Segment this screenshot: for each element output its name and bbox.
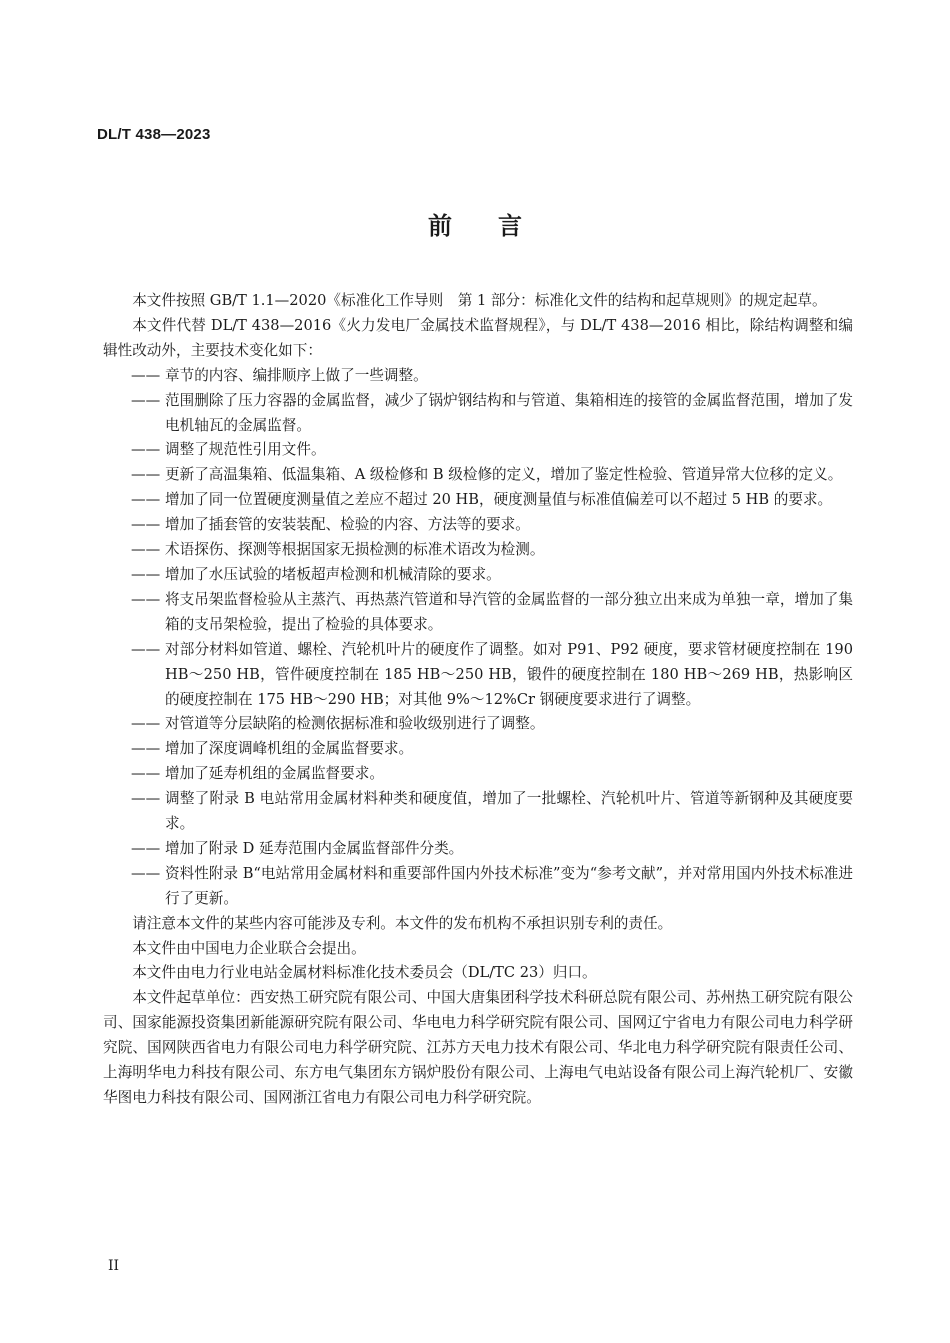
change-item (103, 862, 853, 912)
page-title: 前言 (428, 212, 568, 240)
change-item (103, 438, 853, 463)
dash-marker: —— (131, 590, 161, 608)
change-item (103, 488, 853, 513)
change-item (103, 762, 853, 787)
change-text: 增加了插套管的安装装配、检验的内容、方法等的要求。 (165, 516, 530, 534)
dash-marker: —— (131, 441, 161, 459)
dash-marker: —— (131, 740, 161, 758)
document-number: DL/T 438—2023 (97, 126, 211, 143)
change-text: 增加了深度调峰机组的金属监督要求。 (165, 740, 414, 758)
technical-changes-list (103, 364, 853, 912)
change-text: 术语探伤、探测等根据国家无损检测的标准术语改为检测。 (165, 541, 545, 559)
intro-paragraph-2: 本文件代替 DL/T 438—2016《火力发电厂金属技术监督规程》，与 DL/T 438—2016 相比，除结构调整和编辑性改动外，主要技术变化如下： (103, 316, 853, 359)
change-text: 增加了附录 D 延寿范围内金属监督部件分类。 (165, 839, 464, 857)
change-item (103, 837, 853, 862)
committee-statement: 本文件由电力行业电站金属材料标准化技术委员会（DL/TC 23）归口。 (132, 964, 597, 982)
change-text: 章节的内容、编排顺序上做了一些调整。 (165, 366, 428, 384)
change-text: 范围删除了压力容器的金属监督，减少了锅炉钢结构和与管道、集箱相连的接管的金属监督范围，增加了发电机轴瓦的金属监督。 (165, 391, 853, 434)
change-text: 增加了水压试验的堵板超声检测和机械清除的要求。 (165, 565, 501, 583)
dash-marker: —— (131, 765, 161, 783)
change-text: 增加了同一位置硬度测量值之差应不超过 20 HB，硬度测量值与标准值偏差可以不超过 5 HB 的要求。 (165, 491, 833, 509)
dash-marker: —— (131, 541, 161, 559)
dash-marker: —— (131, 839, 161, 857)
change-item (103, 364, 853, 389)
change-item (103, 463, 853, 488)
change-text: 更新了高温集箱、低温集箱、A 级检修和 B 级检修的定义，增加了鉴定性检验、管道异常大位移的定义。 (165, 466, 843, 484)
change-item (103, 563, 853, 588)
change-item (103, 538, 853, 563)
proposer-statement: 本文件由中国电力企业联合会提出。 (132, 939, 366, 957)
change-text: 对部分材料如管道、螺栓、汽轮机叶片的硬度作了调整。如对 P91、P92 硬度，要求管材硬度控制在 190 HB～250 HB，管件硬度控制在 185 HB～250 HB，锻件的硬度控制在 180 HB～269 HB，热影响区的硬度控制在 175 HB～290 HB；对其他 9%～12%Cr 钢硬度要求进行了调整。 (165, 640, 853, 708)
change-text: 调整了规范性引用文件。 (165, 441, 326, 459)
foreword-body (103, 289, 853, 1111)
intro-paragraph-1: 本文件按照 GB/T 1.1—2020《标准化工作导则 第 1 部分：标准化文件的结构和起草规则》的规定起草。 (132, 292, 827, 309)
change-text: 对管道等分层缺陷的检测依据标准和验收级别进行了调整。 (165, 715, 545, 733)
dash-marker: —— (131, 715, 161, 733)
dash-marker: —— (131, 366, 161, 384)
change-item (103, 787, 853, 837)
change-item (103, 389, 853, 439)
change-item (103, 588, 853, 638)
dash-marker: —— (131, 516, 161, 534)
drafting-organizations: 本文件起草单位：西安热工研究院有限公司、中国大唐集团科学技术科研总院有限公司、苏州热工研究院有限公司、国家能源投资集团新能源研究院有限公司、华电电力科学研究院有限公司、国网辽宁省电力有限公司电力科学研究院、国网陕西省电力有限公司电力科学研究院、江苏方天电力技术有限公司、华北电力科学研究院有限责任公司、上海明华电力科技有限公司、东方电气集团东方锅炉股份有限公司、上海电气电站设备有限公司上海汽轮机厂、安徽华图电力科技有限公司、国网浙江省电力有限公司电力科学研究院。 (103, 989, 853, 1106)
change-text: 将支吊架监督检验从主蒸汽、再热蒸汽管道和导汽管的金属监督的一部分独立出来成为单独一章，增加了集箱的支吊架检验，提出了检验的具体要求。 (165, 590, 853, 633)
change-text: 增加了延寿机组的金属监督要求。 (165, 765, 384, 783)
page-number: II (108, 1258, 120, 1274)
dash-marker: —— (131, 466, 161, 484)
dash-marker: —— (131, 790, 161, 808)
dash-marker: —— (131, 391, 161, 409)
dash-marker: —— (131, 565, 161, 583)
dash-marker: —— (131, 864, 161, 882)
change-item (103, 638, 853, 713)
change-item (103, 712, 853, 737)
dash-marker: —— (131, 491, 161, 509)
change-text: 调整了附录 B 电站常用金属材料种类和硬度值，增加了一批螺栓、汽轮机叶片、管道等新钢种及其硬度要求。 (165, 790, 853, 833)
change-item (103, 513, 853, 538)
dash-marker: —— (131, 640, 161, 658)
patent-notice: 请注意本文件的某些内容可能涉及专利。本文件的发布机构不承担识别专利的责任。 (132, 914, 673, 932)
change-item (103, 737, 853, 762)
change-text: 资料性附录 B“电站常用金属材料和重要部件国内外技术标准”变为“参考文献”，并对常用国内外技术标准进行了更新。 (165, 864, 853, 907)
